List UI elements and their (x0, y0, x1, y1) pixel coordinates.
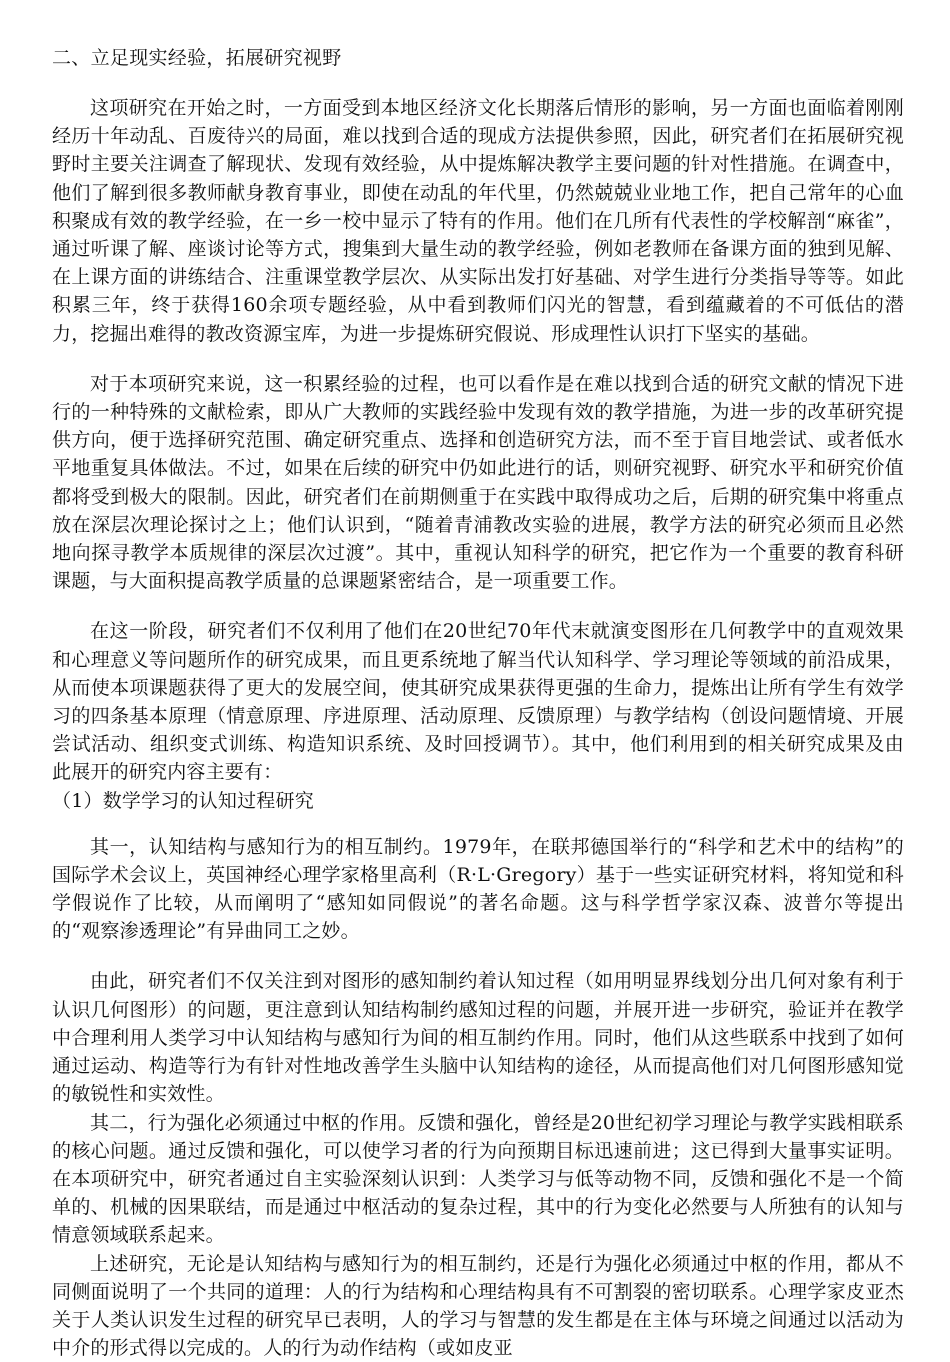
document-page (52, 44, 904, 1362)
paragraph-4: 其一，认知结构与感知行为的相互制约。1979年，在联邦德国举行的“科学和艺术中的结构”的国际学术会议上，英国神经心理学家格里高利（R·L·Gregory）基于一些实证研究材料，将知觉和科学假说作了比较，从而阐明了“感知如同假说”的著名命题。这与科学哲学家汉森、波普尔等提出的“观察渗透理论”有异曲同工之妙。 (52, 835, 904, 943)
paragraph-7: 上述研究，无论是认知结构与感知行为的相互制约，还是行为强化必须通过中枢的作用，都从不同侧面说明了一个共同的道理：人的行为结构和心理结构具有不可割裂的密切联系。心理学家皮亚杰关于人类认识发生过程的研究早已表明，人的学习与智慧的发生都是在主体与环境之间通过以活动为中介的形式得以完成的。人的行为动作结构（或如皮亚 (52, 1252, 904, 1360)
section-heading: 二、立足现实经验，拓展研究视野 (52, 47, 342, 69)
subsection-heading: （1）数学学习的认知过程研究 (52, 789, 314, 812)
paragraph-3: 在这一阶段，研究者们不仅利用了他们在20世纪70年代末就演变图形在几何教学中的直观效果和心理意义等问题所作的研究成果，而且更系统地了解当代认知科学、学习理论等领域的前沿成果，从而使本项课题获得了更大的发展空间，使其研究成果获得更强的生命力，提炼出让所有学生有效学习的四条基本原理（情意原理、序进原理、活动原理、反馈原理）与教学结构（创设问题情境、开展尝试活动、组织变式训练、构造知识系统、及时回授调节）。其中，他们利用到的相关研究成果及由此展开的研究内容主要有： (52, 620, 904, 784)
paragraph-gap (52, 595, 904, 617)
paragraph-2: 对于本项研究来说，这一积累经验的过程，也可以看作是在难以找到合适的研究文献的情况下进行的一种特殊的文献检索，即从广大教师的实践经验中发现有效的教学措施，为进一步的改革研究提供方向，便于选择研究范围、确定研究重点、选择和创造研究方法，而不至于盲目地尝试、或者低水平地重复具体做法。不过，如果在后续的研究中仍如此进行的话，则研究视野、研究水平和研究价值都将受到极大的限制。因此，研究者们在前期侧重于在实践中取得成功之后，后期的研究集中将重点放在深层次理论探讨之上；他们认识到，“随着青浦教改实验的进展，教学方法的研究必须而且必然地向探寻教学本质规律的深层次过渡”。其中，重视认知科学的研究，把它作为一个重要的教育科研课题，与大面积提高教学质量的总课题紧密结合，是一项重要工作。 (52, 372, 904, 593)
paragraph-6: 其二，行为强化必须通过中枢的作用。反馈和强化，曾经是20世纪初学习理论与教学实践相联系的核心问题。通过反馈和强化，可以使学习者的行为向预期目标迅速前进；这已得到大量事实证明。在本项研究中，研究者通过自主实验深刻认识到：人类学习与低等动物不同，反馈和强化不是一个简单的、机械的因果联结，而是通过中枢活动的复杂过程，其中的行为变化必然要与人所独有的认知与情意领域联系起来。 (52, 1111, 904, 1247)
paragraph-5: 由此，研究者们不仅关注到对图形的感知制约着认知过程（如用明显界线划分出几何对象有利于认识几何图形）的问题，更注意到认知结构制约感知过程的问题，并展开进一步研究，验证并在教学中合理利用人类学习中认知结构与感知行为间的相互制约作用。同时，他们从这些联系中找到了如何通过运动、构造等行为有针对性地改善学生头脑中认知结构的途径，从而提高他们对几何图形感知觉的敏锐性和实效性。 (52, 970, 904, 1106)
paragraph-1: 这项研究在开始之时，一方面受到本地区经济文化长期落后情形的影响，另一方面也面临着刚刚经历十年动乱、百废待兴的局面，难以找到合适的现成方法提供参照，因此，研究者们在拓展研究视野时主要关注调查了解现状、发现有效经验，从中提炼解决教学主要问题的针对性措施。在调查中，他们了解到很多教师献身教育事业，即使在动乱的年代里，仍然兢兢业业地工作，把自己常年的心血积聚成有效的教学经验，在一乡一校中显示了特有的作用。他们在几所有代表性的学校解剖“麻雀”，通过听课了解、座谈讨论等方式，搜集到大量生动的教学经验，例如老教师在备课方面的独到见解、在上课方面的讲练结合、注重课堂教学层次、从实际出发打好基础、对学生进行分类指导等等。如此积累三年，终于获得160余项专题经验，从中看到教师们闪光的智慧，看到蕴藏着的不可低估的潜力，挖掘出难得的教改资源宝库，为进一步提炼研究假说、形成理性认识打下坚实的基础。 (52, 97, 904, 345)
paragraph-gap (52, 945, 904, 967)
paragraph-gap (52, 348, 904, 370)
